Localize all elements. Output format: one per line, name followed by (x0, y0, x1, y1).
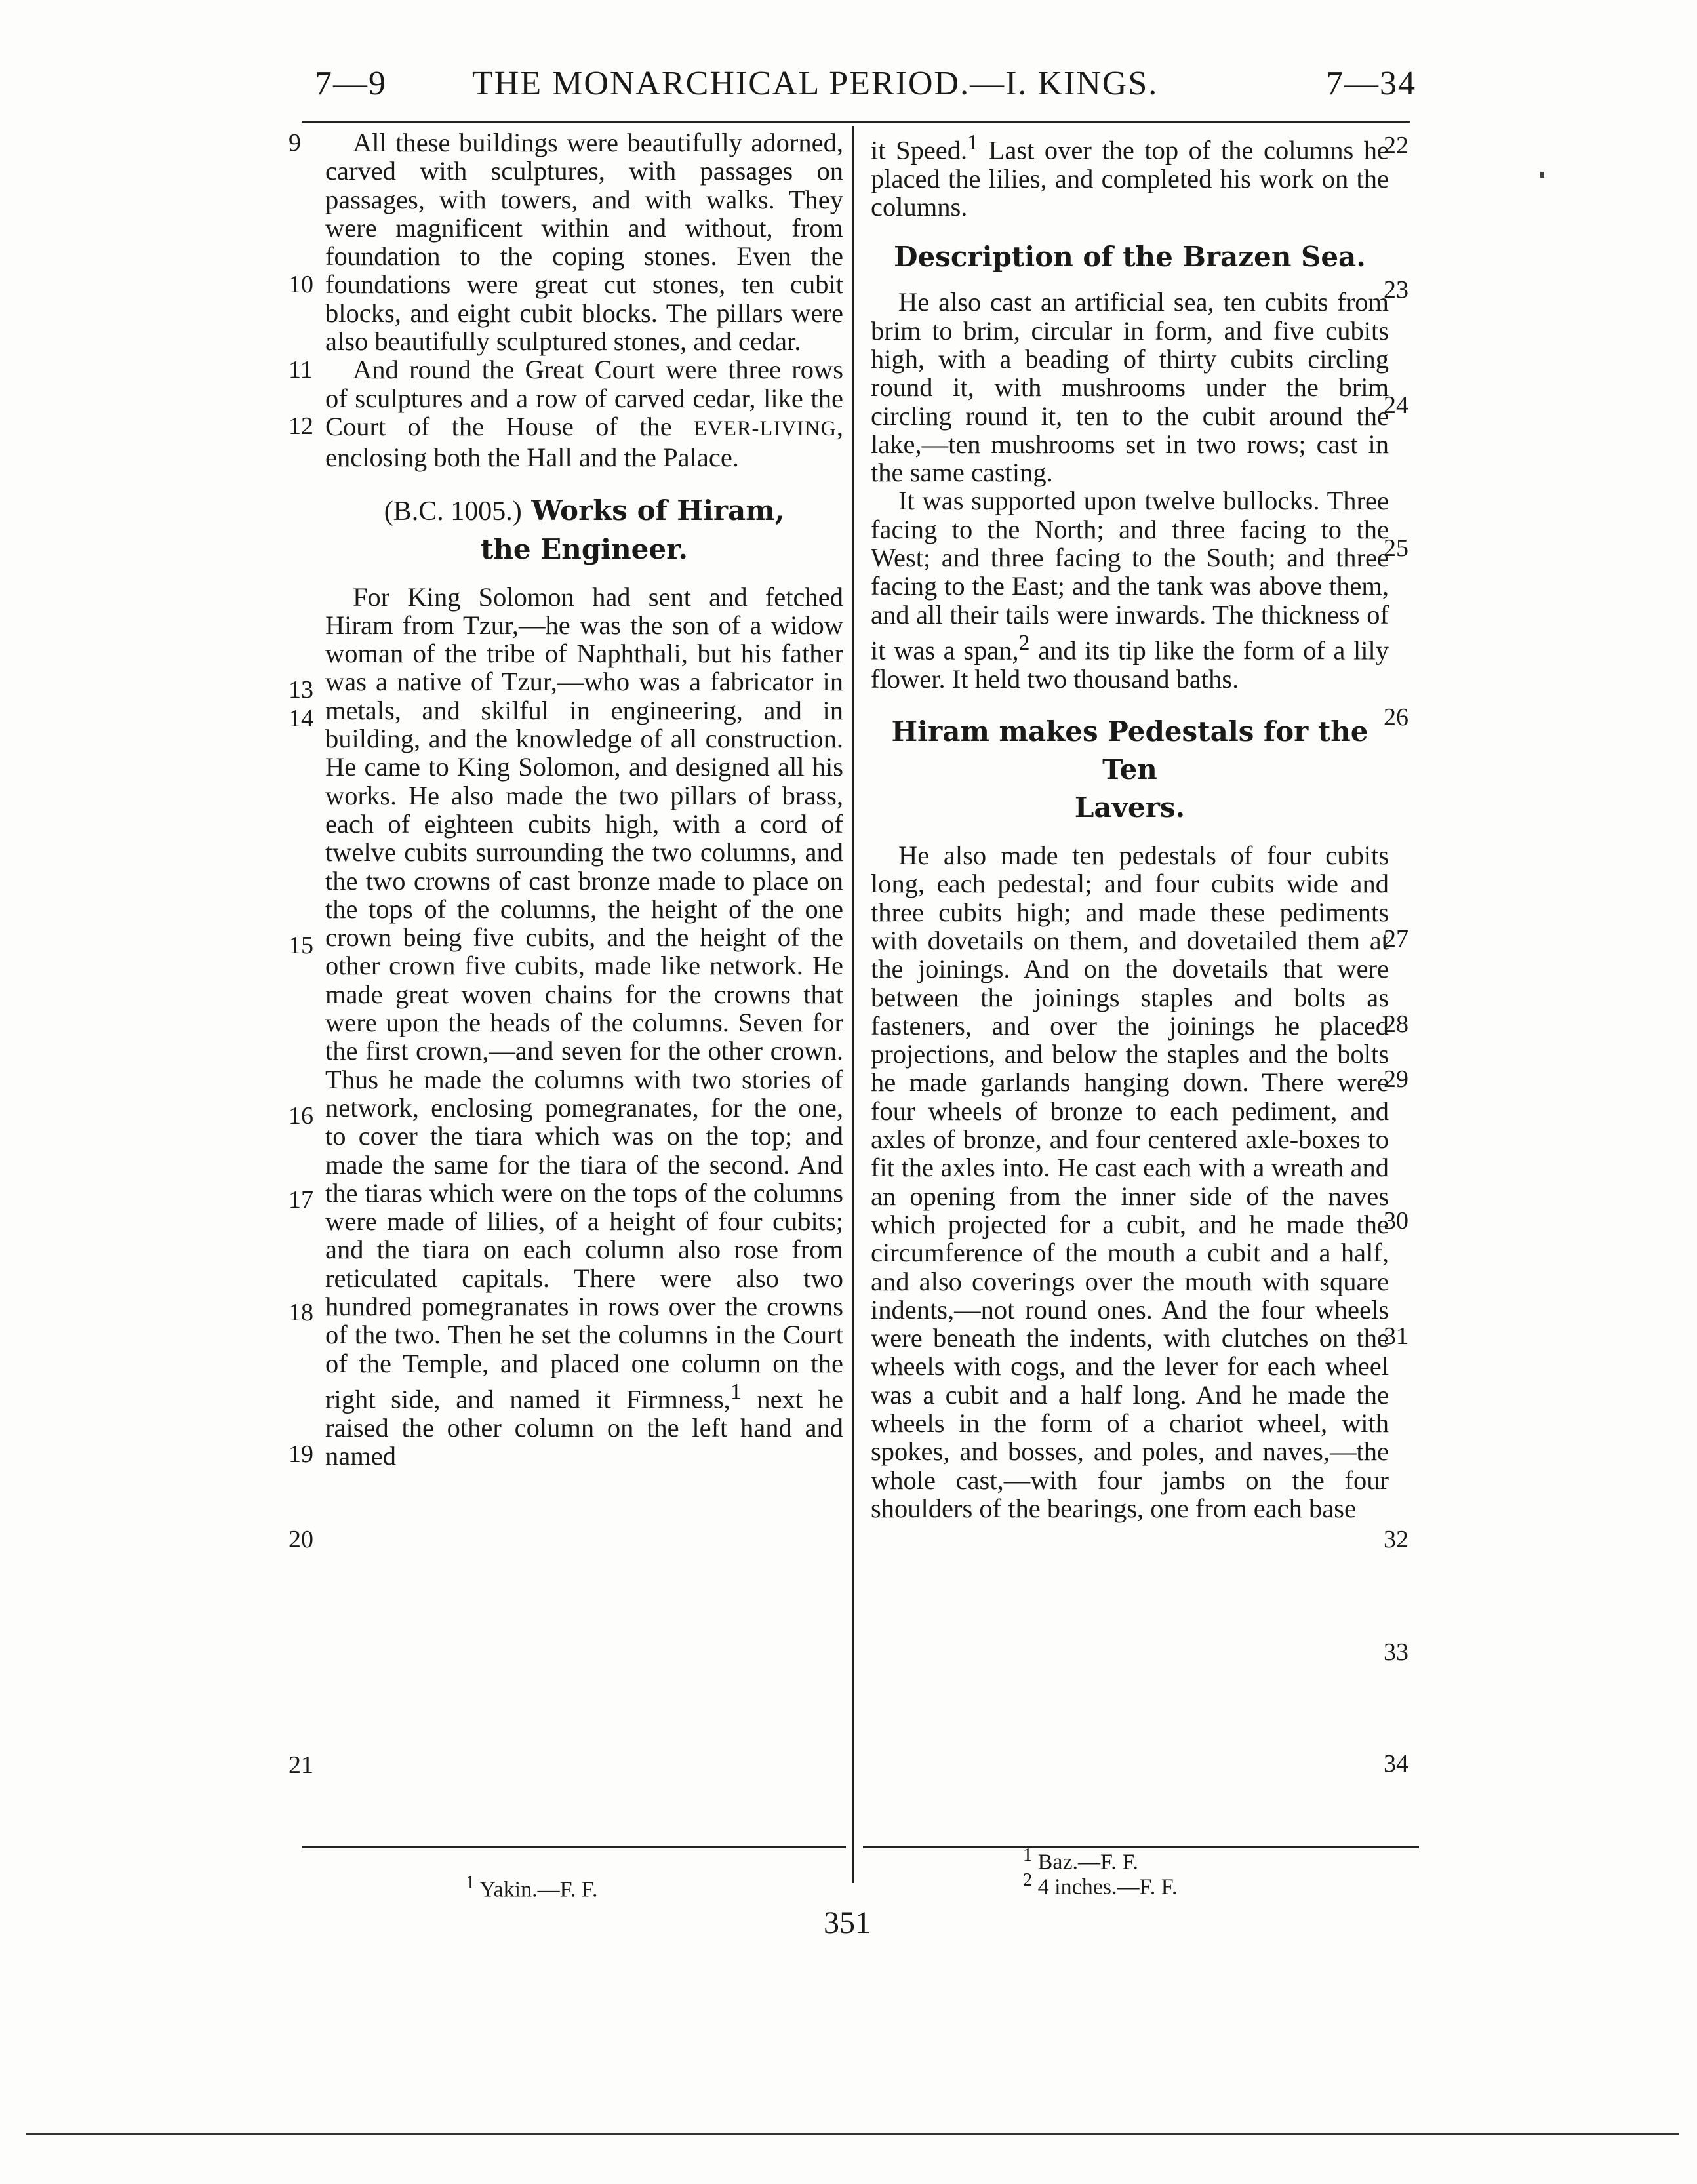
header-title: THE MONARCHICAL PERIOD.—I. KINGS. (472, 65, 1159, 102)
paragraph-verses-9-11: All these buildings were beautifully adorned, carved with sculptures, with passages on passages, with towers, and with walks. They were magnificent within and without, from foundation to the coping stones. Even the foundations were great cut stones, ten cubit blocks, and eight cubit blocks. The pillars were also beautifully sculptured stones, and cedar. (325, 128, 843, 357)
verse-number: 20 (289, 1526, 313, 1553)
verse-number: 30 (1384, 1207, 1408, 1235)
footnote-ref-1: 1 (967, 130, 979, 155)
verse-number: 11 (289, 356, 313, 384)
heading-line-1: Hiram makes Pedestals for the Ten (891, 715, 1368, 786)
verse-number: 22 (1384, 132, 1408, 159)
verse-number: 14 (289, 705, 313, 732)
paragraph-verses-27-34: He also made ten pedestals of four cubits long, each pedestal; and four cubits wide and three cubits high; and made these pediments with dovetails on them, and dovetailed them at the joinings. And on the dovetails that were between the joinings staples and bolts as fasteners, and over the joinings he placed projections, and below the staples and the bolts he made garlands hanging down. There were four wheels of bronze to each pediment, and axles of bronze, and four centered axle-boxes to fit the axles into. He cast each with a wreath and an opening from the inner side of the naves which projected for a cubit, and he made the circumference of the mouth a cubit and a half, and also coverings over the mouth with square indents,—not round ones. And the four wheels were beneath the indents, with clutches on the wheels with cogs, and the lever for each wheel was a cubit and a half long. And he made the wheels in the form of a chariot wheel, with spokes, and bosses, and poles, and naves,—the whole cast,—with four jambs on the four shoulders of the bearings, one from each base (871, 841, 1389, 1523)
header-rule (302, 121, 1410, 123)
footnote-right-1: $^1$ Baz.—F. F. (1023, 1845, 1138, 1875)
paragraph-verses-23-24: He also cast an artificial sea, ten cubits from brim to brim, circular in form, and five cubits high, with a beading of thirty cubits circling round it, with mushrooms under the brim circling round it, ten to the cubit around the lake,—ten mushrooms set in two rows; cast in the same casting. (871, 287, 1389, 488)
verse-number: 13 (289, 676, 313, 704)
section-heading-works-of-hiram (325, 492, 843, 568)
footnote-rule-left (302, 1846, 846, 1848)
footnote-rule-right (863, 1846, 1419, 1848)
bottom-scan-rule (26, 2133, 1679, 2135)
left-column (325, 129, 843, 1470)
right-column (871, 129, 1389, 1522)
paragraph-verses-25-26: It was supported upon twelve bullocks. Three facing to the North; and three facing to the West; and three facing to the South; and three facing to the East; and the tank was above them, and all their tails were inwards. The thickness of it was a span,$^2$ and its tip like the form of a lily flower. It held two thousand baths. (871, 486, 1389, 694)
verse-number: 9 (289, 129, 301, 157)
header-right-range: 7—34 (1326, 65, 1416, 102)
heading-line-2: the Engineer. (480, 532, 689, 565)
verse-number: 25 (1384, 534, 1408, 562)
ever-living-smallcaps: EVER-LIVING (693, 416, 837, 441)
verse-number: 33 (1384, 1638, 1408, 1666)
verse-number: 34 (1384, 1750, 1408, 1777)
heading-line-2: Lavers. (1074, 791, 1186, 824)
margin-speck (1540, 172, 1544, 178)
running-header (302, 64, 1416, 111)
verse-number: 32 (1384, 1526, 1408, 1553)
heading-date: (B.C. 1005.) (384, 496, 522, 526)
verse-number: 28 (1384, 1010, 1408, 1038)
footnote-ref-2: 2 (1018, 630, 1030, 655)
column-divider (852, 126, 854, 1883)
paragraph-verse-22: it Speed.$^1$ Last over the top of the columns he placed the lilies, and completed his work on the columns. (871, 130, 1389, 222)
verse-number: 21 (289, 1751, 313, 1779)
verse-number: 24 (1384, 391, 1408, 419)
section-heading-pedestals (871, 713, 1389, 827)
verse-number: 31 (1384, 1322, 1408, 1350)
verse-number: 17 (289, 1186, 313, 1214)
heading-line-1: Works of Hiram, (531, 494, 785, 526)
paragraph-verse-12: And round the Great Court were three rows of sculptures and a row of carved cedar, like the Court of the House of the EVER-LIVING, enclosing both the Hall and the Palace. (325, 355, 843, 473)
verse-number: 18 (289, 1299, 313, 1326)
verse-number: 12 (289, 412, 313, 440)
verse-number: 10 (289, 271, 313, 298)
footnote-ref-1: 1 (730, 1379, 742, 1404)
header-left-range: 7—9 (315, 65, 387, 102)
verse-number: 15 (289, 932, 313, 959)
section-heading-brazen-sea: Description of the Brazen Sea. (894, 241, 1366, 273)
verse-number: 29 (1384, 1065, 1408, 1093)
verse-number: 16 (289, 1102, 313, 1130)
verse-number: 19 (289, 1440, 313, 1468)
verse-number: 23 (1384, 276, 1408, 304)
footnote-left-1: $^1$ Yakin.—F. F. (466, 1873, 598, 1902)
page-number: 351 (824, 1905, 871, 1940)
paragraph-verses-13-21: For King Solomon had sent and fetched Hiram from Tzur,—he was the son of a widow woman of the tribe of Naphthali, but his father was a native of Tzur,—who was a fabricator in metals, and skilful in engineering, and in building, and the knowledge of all construction. He came to King Solomon, and designed all his works. He also made the two pillars of brass, each of eighteen cubits high, with a cord of twelve cubits surrounding the two columns, and the two crowns of cast bronze made to place on the tops of the columns, the height of the one crown being five cubits, and the height of the other crown five cubits, made like network. He made great woven chains for the crowns that were upon the heads of the columns. Seven for the first crown,—and seven for the other crown. Thus he made the columns with two stories of network, enclosing pomegranates, for the one, to cover the tiara which was on the top; and made the same for the tiara of the second. And the tiaras which were on the tops of the columns were made of lilies, of a height of four cubits; and the tiara on each column also rose from reticulated capitals. There were also two hundred pomegranates in rows over the crowns of the two. Then he set the columns in the Court of the Temple, and placed one column on the right side, and named it Firmness,$^1$ next he raised the other column on the left hand and named (325, 582, 843, 1471)
verse-number: 27 (1384, 925, 1408, 953)
verse-number: 26 (1384, 704, 1408, 731)
footnote-right-2: $^2$ 4 inches.—F. F. (1023, 1870, 1178, 1899)
